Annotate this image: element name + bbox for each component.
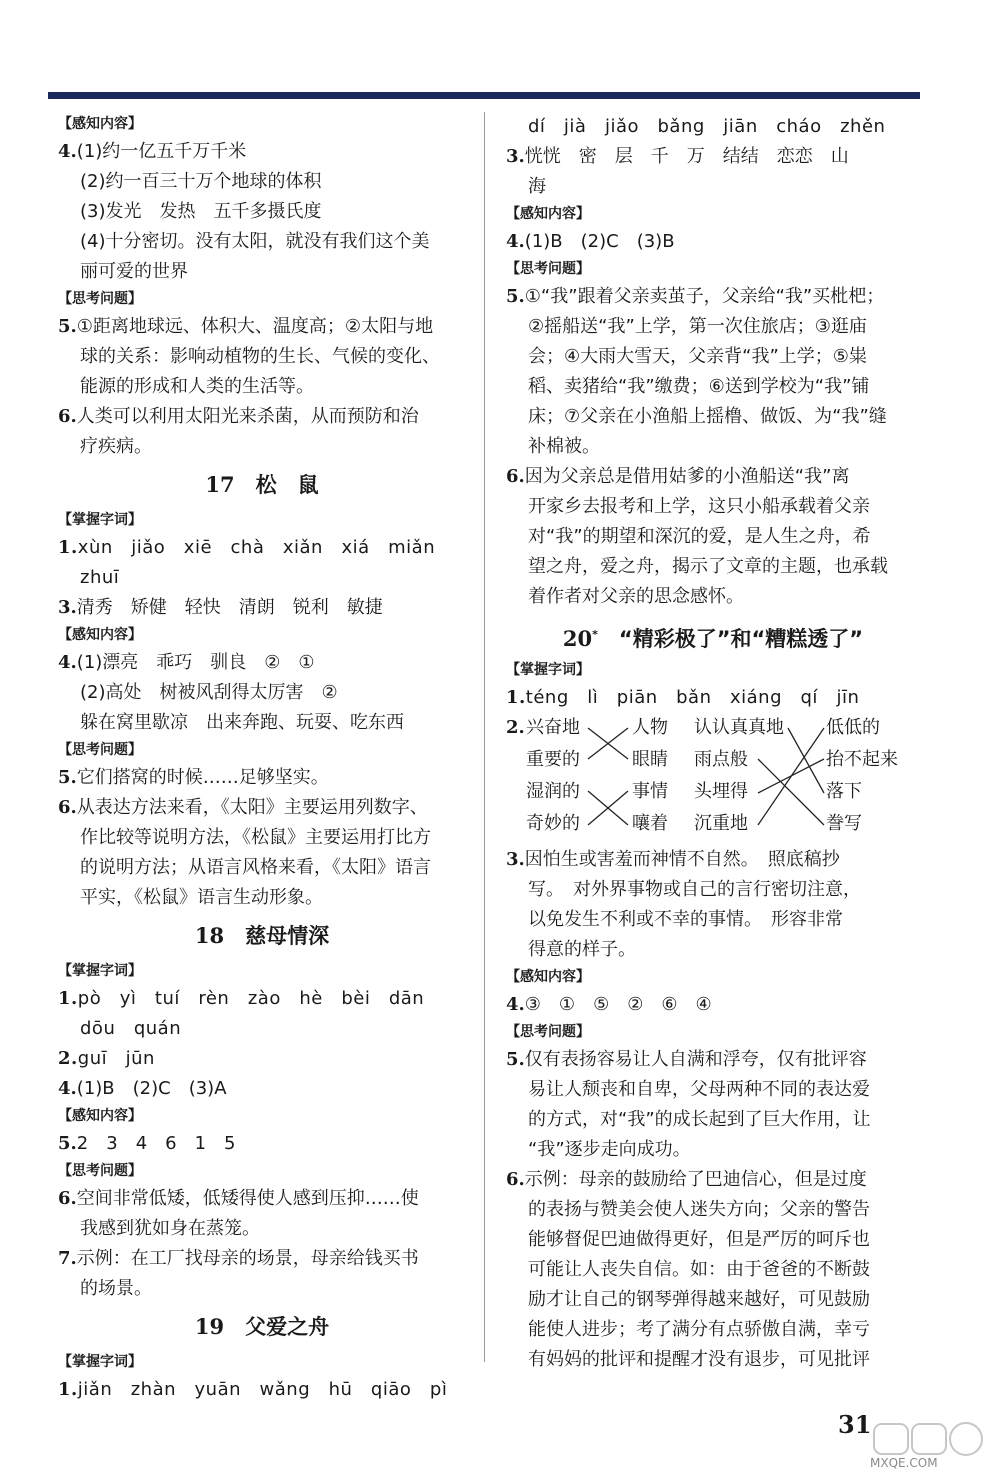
pinyin-line: guī jūn [77, 1048, 155, 1069]
section-tag: 【感知内容】 [58, 116, 142, 132]
answer-line: 能源的形成和人类的生活等。 [80, 376, 314, 397]
match-word-c: 认认真真地 [694, 717, 784, 738]
answer-line: 恍恍 密 层 千 万 结结 恋恋 山 [524, 146, 849, 167]
question-number: 6. [58, 797, 77, 818]
section-tag: 【掌握字词】 [58, 1354, 142, 1370]
question-number: 3. [506, 146, 525, 167]
section-tag: 【感知内容】 [506, 969, 590, 985]
section-tag: 【掌握字词】 [506, 662, 590, 678]
question-number: 3. [506, 849, 525, 870]
answer-line: 可能让人丧失自信。如：由于爸爸的不断鼓 [528, 1259, 870, 1280]
question-number: 2. [58, 1048, 78, 1069]
question-number: 5. [58, 1133, 77, 1154]
watermark-url: MXQE.COM [870, 1456, 938, 1470]
answer-line: 球的关系：影响动植物的生长、气候的变化、 [80, 346, 440, 367]
lesson-number: 18 [194, 923, 225, 948]
pinyin-line: xùn jiǎo xiē chà xiǎn xiá miǎn [77, 537, 436, 558]
section-tag: 【思考问题】 [58, 291, 142, 307]
pinyin-line: jiǎn zhàn yuān wǎng hū qiāo pì [77, 1379, 448, 1400]
match-word-b: 嚷着 [632, 813, 668, 834]
lesson-title: 慈母情深 [245, 924, 330, 948]
question-number: 1. [58, 988, 78, 1009]
question-number: 1. [506, 687, 526, 708]
answer-line: 的表扬与赞美会使人迷失方向；父亲的警告 [528, 1199, 870, 1220]
page-number: 31 [838, 1410, 872, 1439]
answer-line: 望之舟，爱之舟，揭示了文章的主题，也承载 [528, 556, 888, 577]
section-tag: 【感知内容】 [58, 1108, 142, 1124]
answer-line: 人类可以利用太阳光来杀菌，从而预防和治 [76, 406, 419, 427]
match-word-d: 低低的 [826, 717, 880, 738]
question-number: 3. [58, 597, 77, 618]
answer-line: ①“我”跟着父亲卖茧子，父亲给“我”买枇杷； [524, 286, 885, 307]
lesson-heading-17 [58, 462, 466, 508]
match-word-c: 沉重地 [694, 813, 748, 834]
match-word-c: 雨点般 [694, 749, 748, 770]
match-word-a: 奇妙的 [526, 813, 580, 834]
answer-line: 因怕生或害羞而神情不自然。 照底稿抄 [524, 849, 840, 870]
answer-line: 着作者对父亲的思念感怀。 [528, 586, 744, 607]
lesson-number: 19 [194, 1314, 225, 1339]
match-line [758, 759, 824, 825]
answer-line: 示例：在工厂找母亲的场景，母亲给钱买书 [76, 1248, 419, 1269]
answer-line: 的说明方法；从语言风格来看，《太阳》语言 [80, 857, 431, 878]
answer-line: (1)B (2)C (3)A [76, 1078, 227, 1099]
answer-line: 作比较等说明方法，《松鼠》主要运用打比方 [80, 827, 431, 848]
column-divider [484, 112, 485, 1362]
answer-line: (1)B (2)C (3)B [524, 231, 675, 252]
match-word-d: 誊写 [826, 813, 862, 834]
lesson-title: “精彩极了”和“糟糕透了” [618, 627, 864, 651]
section-tag: 【思考问题】 [506, 1024, 590, 1040]
answer-line: 有妈妈的批评和提醒才没有退步，可见批评 [528, 1349, 870, 1370]
pinyin-line: zhuī [80, 567, 120, 588]
lesson-heading-20 [506, 612, 920, 658]
lesson-title: 父爱之舟 [245, 1315, 330, 1339]
answer-line: 会；④大雨大雪天，父亲背“我”上学；⑤粜 [528, 346, 867, 367]
answer-line: 我感到犹如身在蒸笼。 [80, 1218, 260, 1239]
section-tag: 【思考问题】 [58, 1163, 142, 1179]
question-number: 5. [506, 286, 525, 307]
question-number: 1. [58, 537, 78, 558]
answer-line: (1)漂亮 乖巧 驯良 ② ① [76, 652, 315, 673]
answer-line: 清秀 矫健 轻快 清朗 锐利 敏捷 [76, 597, 383, 618]
answer-line: 的方式，对“我”的成长起到了巨大作用，让 [528, 1109, 871, 1130]
lesson-title: 松 鼠 [255, 473, 319, 497]
match-line [758, 728, 824, 825]
answer-line: 易让人颓丧和自卑，父母两种不同的表达爱 [528, 1079, 870, 1100]
answer-line: 平实，《松鼠》语言生动形象。 [80, 887, 323, 908]
answer-line: “我”逐步走向成功。 [528, 1139, 691, 1160]
question-number: 4. [506, 231, 525, 252]
answer-line: 补棉被。 [528, 436, 600, 457]
question-number: 7. [58, 1248, 77, 1269]
lesson-heading-18 [58, 913, 466, 959]
match-word-d: 落下 [826, 781, 862, 802]
lesson-number: 17 [205, 472, 235, 497]
match-word-a: 湿润的 [526, 781, 580, 802]
left-column [58, 112, 466, 1405]
question-number: 6. [58, 1188, 77, 1209]
answer-line: (1)约一亿五千万千米 [76, 141, 247, 162]
question-number: 4. [58, 1078, 77, 1099]
answer-line: 疗疾病。 [80, 436, 152, 457]
answer-line: (2)高处 树被风刮得太厉害 ② [80, 682, 338, 703]
answer-line: 因为父亲总是借用姑爹的小渔船送“我”离 [524, 466, 850, 487]
answer-line: (2)约一百三十万个地球的体积 [80, 171, 322, 192]
question-number: 1. [58, 1379, 78, 1400]
answer-line: 海 [528, 176, 546, 197]
answer-line: ③ ① ⑤ ② ⑥ ④ [524, 994, 712, 1015]
answer-line: 的场景。 [80, 1278, 152, 1299]
header-rule [48, 92, 920, 99]
section-tag: 【思考问题】 [58, 742, 142, 758]
question-number: 5. [58, 316, 77, 337]
answer-line: 稻、卖猪给“我”缴费；⑥送到学校为“我”铺 [528, 376, 870, 397]
answer-line: 床；⑦父亲在小渔船上摇橹、做饭、为“我”缝 [528, 406, 887, 427]
pinyin-line: dōu quán [80, 1018, 182, 1039]
answer-line: 得意的样子。 [528, 939, 636, 960]
word-matching-exercise [506, 713, 920, 845]
lesson-heading-19 [58, 1304, 466, 1350]
question-number: 4. [506, 994, 525, 1015]
pinyin-line: téng lì piān bǎn xiáng qí jīn [525, 687, 860, 708]
question-number: 4. [58, 652, 77, 673]
question-number: 5. [58, 767, 77, 788]
match-word-b: 人物 [632, 717, 668, 738]
question-number: 6. [506, 1169, 525, 1190]
answer-line: 能够督促巴迪做得更好，但是严厉的呵斥也 [528, 1229, 870, 1250]
match-word-b: 眼睛 [632, 749, 668, 770]
match-word-d: 抬不起来 [826, 749, 898, 770]
match-line [788, 728, 824, 793]
answer-line: 对“我”的期望和深沉的爱，是人生之舟，希 [528, 526, 871, 547]
question-number: 6. [506, 466, 525, 487]
question-number: 5. [506, 1049, 525, 1070]
answer-line: 写。 对外界事物或自己的言行密切注意， [528, 879, 861, 900]
match-word-c: 头埋得 [694, 781, 748, 802]
answer-line: (4)十分密切。没有太阳，就没有我们这个美 [80, 231, 430, 252]
answer-line: 能使人进步；考了满分有点骄傲自满，幸亏 [528, 1319, 870, 1340]
section-tag: 【掌握字词】 [58, 963, 142, 979]
match-word-a: 重要的 [526, 749, 580, 770]
section-tag: 【思考问题】 [506, 261, 590, 277]
answer-line: (3)发光 发热 五千多摄氏度 [80, 201, 322, 222]
answer-line: 励才让自己的钢琴弹得越来越好，可见鼓励 [528, 1289, 870, 1310]
answer-line: 开家乡去报考和上学，这只小船承载着父亲 [528, 496, 870, 517]
right-column [506, 112, 920, 1375]
answer-line: 它们搭窝的时候……足够坚实。 [76, 767, 329, 788]
lesson-number: 20 [562, 626, 593, 651]
section-tag: 【感知内容】 [58, 627, 142, 643]
section-tag: 【掌握字词】 [58, 512, 142, 528]
answer-line: 示例：母亲的鼓励给了巴迪信心，但是过度 [524, 1169, 867, 1190]
section-tag: 【感知内容】 [506, 206, 590, 222]
answer-line: 2 3 4 6 1 5 [76, 1133, 236, 1154]
match-word-a: 兴奋地 [526, 717, 580, 738]
question-number: 4. [58, 141, 77, 162]
match-word-b: 事情 [632, 781, 668, 802]
pinyin-line: pò yì tuí rèn zào hè bèi dān [77, 988, 425, 1009]
answer-line: 躲在窝里歇凉 出来奔跑、玩耍、吃东西 [80, 712, 404, 733]
answer-line: 丽可爱的世界 [80, 261, 188, 282]
answer-line: ①距离地球远、体积大、温度高；②太阳与地 [76, 316, 434, 337]
question-number: 2. [506, 717, 525, 738]
answer-line: ②摇船送“我”上学，第一次住旅店；③逛庙 [528, 316, 867, 337]
answer-line: 空间非常低矮，低矮得使人感到压抑……使 [76, 1188, 419, 1209]
pinyin-line: dí jià jiǎo bǎng jiān cháo zhěn [528, 116, 886, 137]
answer-line: 以免发生不利或不幸的事情。 形容非常 [528, 909, 843, 930]
answer-line: 仅有表扬容易让人自满和浮夸，仅有批评容 [524, 1049, 867, 1070]
question-number: 6. [58, 406, 77, 427]
optional-marker: * [592, 628, 598, 641]
answer-line: 从表达方法来看，《太阳》主要运用列数字、 [76, 797, 428, 818]
